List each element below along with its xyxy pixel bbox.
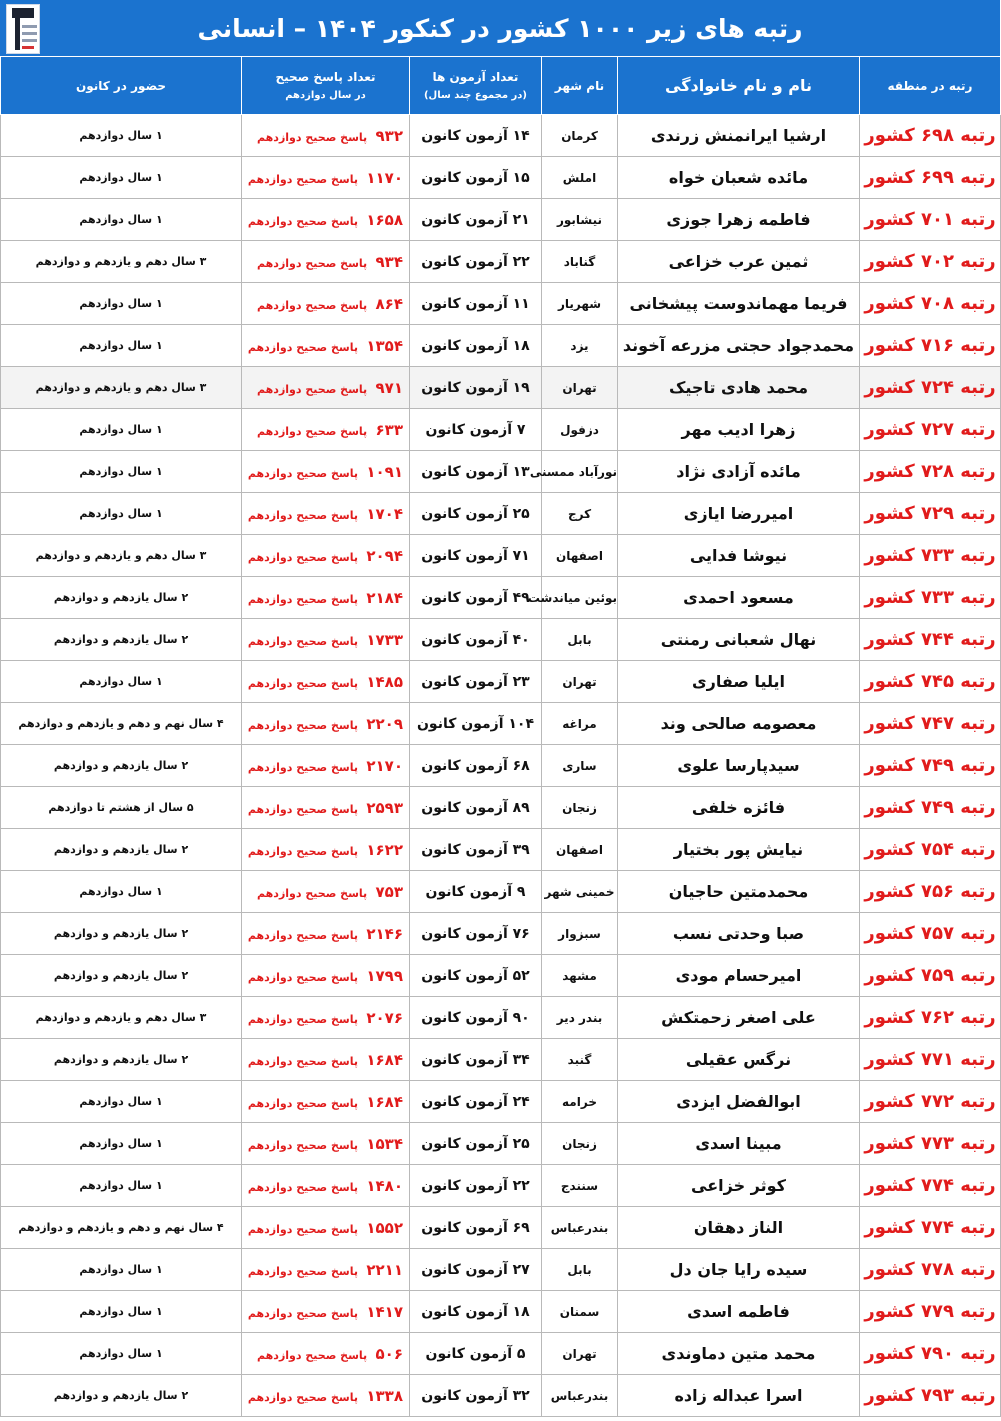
- rank-cell: رتبه ۷۷۲ کشور: [860, 1081, 1001, 1123]
- presence-cell: ۱ سال دوازدهم: [1, 661, 242, 703]
- header-rank: رتبه در منطقه: [860, 57, 1001, 115]
- table-row: [1, 829, 1001, 871]
- header-presence: حضور در کانون: [1, 57, 242, 115]
- answers-count: ۲۵۹۳: [366, 798, 403, 817]
- answers-label: پاسخ صحیح دوازدهم: [247, 1054, 359, 1068]
- table-row: [1, 1081, 1001, 1123]
- answers-cell: [242, 661, 410, 703]
- answers-label: پاسخ صحیح دوازدهم: [247, 802, 359, 816]
- presence-cell: ۲ سال یازدهم و دوازدهم: [1, 1039, 242, 1081]
- table-row: [1, 619, 1001, 661]
- exams-cell: ۱۱ آزمون کانون: [410, 283, 542, 325]
- presence-cell: ۱ سال دوازدهم: [1, 1249, 242, 1291]
- answers-count: ۱۶۸۴: [366, 1050, 403, 1069]
- name-cell: کوثر خزاعی: [618, 1165, 860, 1207]
- rank-cell: رتبه ۷۲۸ کشور: [860, 451, 1001, 493]
- name-cell: مائده آزادی نژاد: [618, 451, 860, 493]
- answers-cell: [242, 115, 410, 157]
- table-row: [1, 157, 1001, 199]
- name-cell: محمدمتین حاجیان: [618, 871, 860, 913]
- exams-cell: ۷۱ آزمون کانون: [410, 535, 542, 577]
- answers-label: پاسخ صحیح دوازدهم: [247, 970, 359, 984]
- name-cell: فریما مهماندوست پیشخانی: [618, 283, 860, 325]
- answers-label: پاسخ صحیح دوازدهم: [257, 130, 368, 144]
- answers-count: ۲۱۴۶: [366, 924, 403, 943]
- rank-cell: رتبه ۷۹۰ کشور: [860, 1333, 1001, 1375]
- answers-count: ۱۰۹۱: [366, 462, 403, 481]
- name-cell: نهال شعبانی رمنتی: [618, 619, 860, 661]
- answers-count: ۲۲۱۱: [366, 1260, 403, 1279]
- presence-cell: ۱ سال دوازدهم: [1, 871, 242, 913]
- city-cell: بندرعباس: [542, 1375, 618, 1417]
- name-cell: سیده رایا جان دل: [618, 1249, 860, 1291]
- answers-count: ۹۷۱: [375, 378, 403, 397]
- table-row: [1, 703, 1001, 745]
- exams-cell: ۶۹ آزمون کانون: [410, 1207, 542, 1249]
- name-cell: ایلیا صفاری: [618, 661, 860, 703]
- exams-cell: ۲۳ آزمون کانون: [410, 661, 542, 703]
- table-row: [1, 199, 1001, 241]
- table-row: [1, 1207, 1001, 1249]
- answers-count: ۶۳۳: [375, 420, 403, 439]
- city-cell: تهران: [542, 367, 618, 409]
- header-exams-label: تعداد آزمون ها: [432, 70, 519, 84]
- rank-cell: رتبه ۷۰۸ کشور: [860, 283, 1001, 325]
- presence-cell: ۱ سال دوازدهم: [1, 1291, 242, 1333]
- answers-cell: [242, 787, 410, 829]
- table-row: [1, 1375, 1001, 1417]
- city-cell: نورآباد ممسنی: [542, 451, 618, 493]
- answers-cell: [242, 157, 410, 199]
- name-cell: محمد متین دماوندی: [618, 1333, 860, 1375]
- answers-cell: [242, 577, 410, 619]
- table-row: [1, 1333, 1001, 1375]
- city-cell: مشهد: [542, 955, 618, 997]
- answers-count: ۱۳۳۸: [366, 1386, 403, 1405]
- rank-cell: رتبه ۷۴۹ کشور: [860, 745, 1001, 787]
- table-row: [1, 913, 1001, 955]
- presence-cell: ۲ سال یازدهم و دوازدهم: [1, 913, 242, 955]
- city-cell: خرامه: [542, 1081, 618, 1123]
- exams-cell: ۵ آزمون کانون: [410, 1333, 542, 1375]
- table-row: [1, 493, 1001, 535]
- table-row: [1, 241, 1001, 283]
- name-cell: زهرا ادیب مهر: [618, 409, 860, 451]
- answers-count: ۲۲۰۹: [366, 714, 403, 733]
- answers-label: پاسخ صحیح دوازدهم: [247, 508, 359, 522]
- header-row: [1, 57, 1001, 115]
- title-bar: [0, 0, 1000, 56]
- answers-cell: [242, 913, 410, 955]
- name-cell: امیرحسام مودی: [618, 955, 860, 997]
- answers-cell: [242, 1165, 410, 1207]
- name-cell: محمد هادی تاجیک: [618, 367, 860, 409]
- answers-label: پاسخ صحیح دوازدهم: [247, 340, 359, 354]
- rank-cell: رتبه ۷۱۶ کشور: [860, 325, 1001, 367]
- presence-cell: ۱ سال دوازدهم: [1, 493, 242, 535]
- header-city: نام شهر: [542, 57, 618, 115]
- answers-cell: [242, 325, 410, 367]
- name-cell: نرگس عقیلی: [618, 1039, 860, 1081]
- table-row: [1, 1123, 1001, 1165]
- city-cell: بندر دیر: [542, 997, 618, 1039]
- answers-count: ۲۰۷۶: [366, 1008, 403, 1027]
- answers-count: ۱۳۵۴: [366, 336, 403, 355]
- exams-cell: ۳۴ آزمون کانون: [410, 1039, 542, 1081]
- exams-cell: ۳۹ آزمون کانون: [410, 829, 542, 871]
- answers-cell: [242, 1123, 410, 1165]
- answers-label: پاسخ صحیح دوازدهم: [247, 1390, 359, 1404]
- rank-cell: رتبه ۷۵۹ کشور: [860, 955, 1001, 997]
- answers-cell: [242, 1039, 410, 1081]
- name-cell: اسرا عبداله زاده: [618, 1375, 860, 1417]
- answers-count: ۱۱۷۰: [366, 168, 403, 187]
- city-cell: املش: [542, 157, 618, 199]
- answers-cell: [242, 493, 410, 535]
- city-cell: کرمان: [542, 115, 618, 157]
- table-row: [1, 577, 1001, 619]
- answers-count: ۱۷۰۴: [366, 504, 403, 523]
- exams-cell: ۲۲ آزمون کانون: [410, 241, 542, 283]
- answers-count: ۸۶۴: [375, 294, 403, 313]
- city-cell: گناباد: [542, 241, 618, 283]
- name-cell: مبینا اسدی: [618, 1123, 860, 1165]
- presence-cell: ۱ سال دوازدهم: [1, 409, 242, 451]
- answers-cell: [242, 1333, 410, 1375]
- rankings-table: [0, 56, 1001, 1417]
- exams-cell: ۷۶ آزمون کانون: [410, 913, 542, 955]
- exams-cell: ۸۹ آزمون کانون: [410, 787, 542, 829]
- exams-cell: ۲۷ آزمون کانون: [410, 1249, 542, 1291]
- exams-cell: ۴۹ آزمون کانون: [410, 577, 542, 619]
- table-row: [1, 745, 1001, 787]
- table-row: [1, 451, 1001, 493]
- presence-cell: ۲ سال یازدهم و دوازدهم: [1, 745, 242, 787]
- answers-label: پاسخ صحیح دوازدهم: [247, 844, 359, 858]
- city-cell: ساری: [542, 745, 618, 787]
- answers-count: ۱۵۳۴: [366, 1134, 403, 1153]
- answers-cell: [242, 1207, 410, 1249]
- answers-count: ۱۵۵۲: [366, 1218, 403, 1237]
- city-cell: بابل: [542, 619, 618, 661]
- presence-cell: ۲ سال یازدهم و دوازدهم: [1, 577, 242, 619]
- answers-label: پاسخ صحیح دوازدهم: [247, 466, 359, 480]
- answers-label: پاسخ صحیح دوازدهم: [247, 1180, 359, 1194]
- answers-count: ۲۱۸۴: [366, 588, 403, 607]
- city-cell: بابل: [542, 1249, 618, 1291]
- presence-cell: ۲ سال یازدهم و دوازدهم: [1, 829, 242, 871]
- presence-cell: ۳ سال دهم و یازدهم و دوازدهم: [1, 535, 242, 577]
- name-cell: محمدجواد حجتی مزرعه آخوند: [618, 325, 860, 367]
- answers-label: پاسخ صحیح دوازدهم: [257, 424, 368, 438]
- presence-cell: ۱ سال دوازدهم: [1, 1123, 242, 1165]
- answers-label: پاسخ صحیح دوازدهم: [247, 172, 359, 186]
- presence-cell: ۱ سال دوازدهم: [1, 199, 242, 241]
- table-row: [1, 661, 1001, 703]
- name-cell: علی اصغر زحمتکش: [618, 997, 860, 1039]
- answers-label: پاسخ صحیح دوازدهم: [247, 1138, 359, 1152]
- table-row: [1, 997, 1001, 1039]
- presence-cell: ۲ سال یازدهم و دوازدهم: [1, 1375, 242, 1417]
- answers-cell: [242, 241, 410, 283]
- table-row: [1, 871, 1001, 913]
- answers-label: پاسخ صحیح دوازدهم: [247, 214, 359, 228]
- answers-count: ۹۳۲: [375, 126, 403, 145]
- name-cell: امیررضا ایازی: [618, 493, 860, 535]
- rank-cell: رتبه ۷۲۴ کشور: [860, 367, 1001, 409]
- presence-cell: ۳ سال دهم و یازدهم و دوازدهم: [1, 241, 242, 283]
- answers-label: پاسخ صحیح دوازدهم: [247, 1096, 359, 1110]
- kanoon-logo: [6, 4, 40, 54]
- answers-cell: [242, 619, 410, 661]
- table-row: [1, 115, 1001, 157]
- name-cell: صبا وحدتی نسب: [618, 913, 860, 955]
- name-cell: مائده شعبان خواه: [618, 157, 860, 199]
- exams-cell: ۹۰ آزمون کانون: [410, 997, 542, 1039]
- presence-cell: ۵ سال از هشتم تا دوازدهم: [1, 787, 242, 829]
- rank-cell: رتبه ۷۷۸ کشور: [860, 1249, 1001, 1291]
- rank-cell: رتبه ۷۰۲ کشور: [860, 241, 1001, 283]
- exams-cell: ۲۱ آزمون کانون: [410, 199, 542, 241]
- answers-cell: [242, 1249, 410, 1291]
- exams-cell: ۱۵ آزمون کانون: [410, 157, 542, 199]
- table-row: [1, 1249, 1001, 1291]
- header-name: نام و نام خانوادگی: [618, 57, 860, 115]
- name-cell: معصومه صالحی وند: [618, 703, 860, 745]
- answers-label: پاسخ صحیح دوازدهم: [247, 634, 359, 648]
- presence-cell: ۳ سال دهم و یازدهم و دوازدهم: [1, 997, 242, 1039]
- exams-cell: ۲۴ آزمون کانون: [410, 1081, 542, 1123]
- city-cell: اصفهان: [542, 535, 618, 577]
- city-cell: تهران: [542, 1333, 618, 1375]
- rank-cell: رتبه ۷۷۳ کشور: [860, 1123, 1001, 1165]
- rank-cell: رتبه ۶۹۹ کشور: [860, 157, 1001, 199]
- rank-cell: رتبه ۷۰۱ کشور: [860, 199, 1001, 241]
- table-row: [1, 535, 1001, 577]
- name-cell: ابوالفضل ایزدی: [618, 1081, 860, 1123]
- answers-cell: [242, 829, 410, 871]
- city-cell: سنندج: [542, 1165, 618, 1207]
- table-row: [1, 283, 1001, 325]
- rank-cell: رتبه ۷۴۵ کشور: [860, 661, 1001, 703]
- answers-label: پاسخ صحیح دوازدهم: [247, 718, 359, 732]
- name-cell: مسعود احمدی: [618, 577, 860, 619]
- header-answers-label: تعداد پاسخ صحیح: [275, 70, 376, 84]
- city-cell: مراغه: [542, 703, 618, 745]
- rank-cell: رتبه ۷۷۹ کشور: [860, 1291, 1001, 1333]
- exams-cell: ۲۵ آزمون کانون: [410, 493, 542, 535]
- city-cell: خمینی شهر: [542, 871, 618, 913]
- table-row: [1, 1039, 1001, 1081]
- rank-cell: رتبه ۷۵۷ کشور: [860, 913, 1001, 955]
- exams-cell: ۴۰ آزمون کانون: [410, 619, 542, 661]
- name-cell: فاطمه زهرا جوزی: [618, 199, 860, 241]
- answers-cell: [242, 997, 410, 1039]
- presence-cell: ۱ سال دوازدهم: [1, 451, 242, 493]
- answers-count: ۹۳۴: [375, 252, 403, 271]
- rank-cell: رتبه ۷۷۴ کشور: [860, 1207, 1001, 1249]
- answers-count: ۱۴۱۷: [366, 1302, 403, 1321]
- rank-cell: رتبه ۷۶۲ کشور: [860, 997, 1001, 1039]
- answers-count: ۷۵۳: [375, 882, 403, 901]
- exams-cell: ۹ آزمون کانون: [410, 871, 542, 913]
- exams-cell: ۵۲ آزمون کانون: [410, 955, 542, 997]
- table-row: [1, 325, 1001, 367]
- name-cell: الناز دهقان: [618, 1207, 860, 1249]
- answers-label: پاسخ صحیح دوازدهم: [257, 298, 368, 312]
- answers-cell: [242, 871, 410, 913]
- answers-label: پاسخ صحیح دوازدهم: [247, 760, 359, 774]
- exams-cell: ۱۰۴ آزمون کانون: [410, 703, 542, 745]
- answers-label: پاسخ صحیح دوازدهم: [257, 886, 368, 900]
- answers-label: پاسخ صحیح دوازدهم: [247, 1264, 359, 1278]
- answers-cell: [242, 955, 410, 997]
- city-cell: اصفهان: [542, 829, 618, 871]
- presence-cell: ۴ سال نهم و دهم و یازدهم و دوازدهم: [1, 1207, 242, 1249]
- page-title: رتبه های زیر ۱۰۰۰ کشور در کنکور ۱۴۰۴ – انسانی: [197, 13, 803, 43]
- table-row: [1, 367, 1001, 409]
- city-cell: سمنان: [542, 1291, 618, 1333]
- header-exams: [410, 57, 542, 115]
- table-row: [1, 1291, 1001, 1333]
- header-answers-sub: در سال دوازدهم: [285, 90, 366, 101]
- answers-cell: [242, 367, 410, 409]
- presence-cell: ۲ سال یازدهم و دوازدهم: [1, 955, 242, 997]
- presence-cell: ۱ سال دوازدهم: [1, 325, 242, 367]
- answers-label: پاسخ صحیح دوازدهم: [257, 1348, 368, 1362]
- rank-cell: رتبه ۷۷۱ کشور: [860, 1039, 1001, 1081]
- answers-cell: [242, 1291, 410, 1333]
- answers-label: پاسخ صحیح دوازدهم: [247, 1306, 359, 1320]
- answers-cell: [242, 409, 410, 451]
- exams-cell: ۱۹ آزمون کانون: [410, 367, 542, 409]
- exams-cell: ۱۸ آزمون کانون: [410, 325, 542, 367]
- answers-cell: [242, 283, 410, 325]
- answers-label: پاسخ صحیح دوازدهم: [247, 1222, 359, 1236]
- exams-cell: ۳۲ آزمون کانون: [410, 1375, 542, 1417]
- answers-cell: [242, 535, 410, 577]
- answers-label: پاسخ صحیح دوازدهم: [247, 1012, 359, 1026]
- city-cell: گنبد: [542, 1039, 618, 1081]
- answers-cell: [242, 745, 410, 787]
- name-cell: نیایش پور بختیار: [618, 829, 860, 871]
- header-answers: [242, 57, 410, 115]
- presence-cell: ۴ سال نهم و دهم و یازدهم و دوازدهم: [1, 703, 242, 745]
- answers-label: پاسخ صحیح دوازدهم: [247, 550, 359, 564]
- city-cell: دزفول: [542, 409, 618, 451]
- name-cell: نیوشا فدایی: [618, 535, 860, 577]
- rank-cell: رتبه ۷۲۷ کشور: [860, 409, 1001, 451]
- answers-count: ۱۶۵۸: [366, 210, 403, 229]
- rank-cell: رتبه ۷۵۶ کشور: [860, 871, 1001, 913]
- answers-cell: [242, 1375, 410, 1417]
- rank-cell: رتبه ۷۲۹ کشور: [860, 493, 1001, 535]
- answers-count: ۵۰۶: [375, 1344, 403, 1363]
- answers-count: ۲۰۹۴: [366, 546, 403, 565]
- answers-count: ۱۴۸۵: [366, 672, 403, 691]
- city-cell: کرج: [542, 493, 618, 535]
- rank-cell: رتبه ۷۴۴ کشور: [860, 619, 1001, 661]
- answers-count: ۱۷۳۳: [366, 630, 403, 649]
- name-cell: سیدپارسا علوی: [618, 745, 860, 787]
- name-cell: فاطمه اسدی: [618, 1291, 860, 1333]
- city-cell: شهریار: [542, 283, 618, 325]
- answers-count: ۱۶۲۲: [366, 840, 403, 859]
- rank-cell: رتبه ۷۹۳ کشور: [860, 1375, 1001, 1417]
- presence-cell: ۱ سال دوازدهم: [1, 157, 242, 199]
- rank-cell: رتبه ۷۴۷ کشور: [860, 703, 1001, 745]
- presence-cell: ۱ سال دوازدهم: [1, 1165, 242, 1207]
- presence-cell: ۱ سال دوازدهم: [1, 115, 242, 157]
- answers-cell: [242, 451, 410, 493]
- exams-cell: ۶۸ آزمون کانون: [410, 745, 542, 787]
- exams-cell: ۲۲ آزمون کانون: [410, 1165, 542, 1207]
- answers-count: ۲۱۷۰: [366, 756, 403, 775]
- rank-cell: رتبه ۷۵۴ کشور: [860, 829, 1001, 871]
- city-cell: بوئین میاندشت: [542, 577, 618, 619]
- presence-cell: ۱ سال دوازدهم: [1, 1333, 242, 1375]
- answers-count: ۱۷۹۹: [366, 966, 403, 985]
- name-cell: فائزه خلفی: [618, 787, 860, 829]
- exams-cell: ۱۴ آزمون کانون: [410, 115, 542, 157]
- answers-label: پاسخ صحیح دوازدهم: [257, 382, 368, 396]
- city-cell: تهران: [542, 661, 618, 703]
- city-cell: یزد: [542, 325, 618, 367]
- answers-count: ۱۴۸۰: [366, 1176, 403, 1195]
- rank-cell: رتبه ۷۳۳ کشور: [860, 535, 1001, 577]
- presence-cell: ۳ سال دهم و یازدهم و دوازدهم: [1, 367, 242, 409]
- rank-cell: رتبه ۷۴۹ کشور: [860, 787, 1001, 829]
- table-row: [1, 955, 1001, 997]
- rank-cell: رتبه ۶۹۸ کشور: [860, 115, 1001, 157]
- table-row: [1, 1165, 1001, 1207]
- answers-cell: [242, 199, 410, 241]
- name-cell: ثمین عرب خزاعی: [618, 241, 860, 283]
- city-cell: نیشابور: [542, 199, 618, 241]
- exams-cell: ۷ آزمون کانون: [410, 409, 542, 451]
- exams-cell: ۱۳ آزمون کانون: [410, 451, 542, 493]
- presence-cell: ۱ سال دوازدهم: [1, 1081, 242, 1123]
- city-cell: زنجان: [542, 1123, 618, 1165]
- city-cell: بندرعباس: [542, 1207, 618, 1249]
- city-cell: زنجان: [542, 787, 618, 829]
- answers-label: پاسخ صحیح دوازدهم: [257, 256, 368, 270]
- rank-cell: رتبه ۷۳۳ کشور: [860, 577, 1001, 619]
- rank-cell: رتبه ۷۷۴ کشور: [860, 1165, 1001, 1207]
- answers-count: ۱۶۸۴: [366, 1092, 403, 1111]
- table-row: [1, 787, 1001, 829]
- presence-cell: ۱ سال دوازدهم: [1, 283, 242, 325]
- answers-label: پاسخ صحیح دوازدهم: [247, 592, 359, 606]
- exams-cell: ۱۸ آزمون کانون: [410, 1291, 542, 1333]
- answers-label: پاسخ صحیح دوازدهم: [247, 676, 359, 690]
- presence-cell: ۲ سال یازدهم و دوازدهم: [1, 619, 242, 661]
- exams-cell: ۲۵ آزمون کانون: [410, 1123, 542, 1165]
- city-cell: سبزوار: [542, 913, 618, 955]
- header-exams-sub: (در مجموع چند سال): [423, 90, 527, 101]
- answers-label: پاسخ صحیح دوازدهم: [247, 928, 359, 942]
- table-row: [1, 409, 1001, 451]
- answers-cell: [242, 703, 410, 745]
- name-cell: ارشیا ایرانمنش زرندی: [618, 115, 860, 157]
- answers-cell: [242, 1081, 410, 1123]
